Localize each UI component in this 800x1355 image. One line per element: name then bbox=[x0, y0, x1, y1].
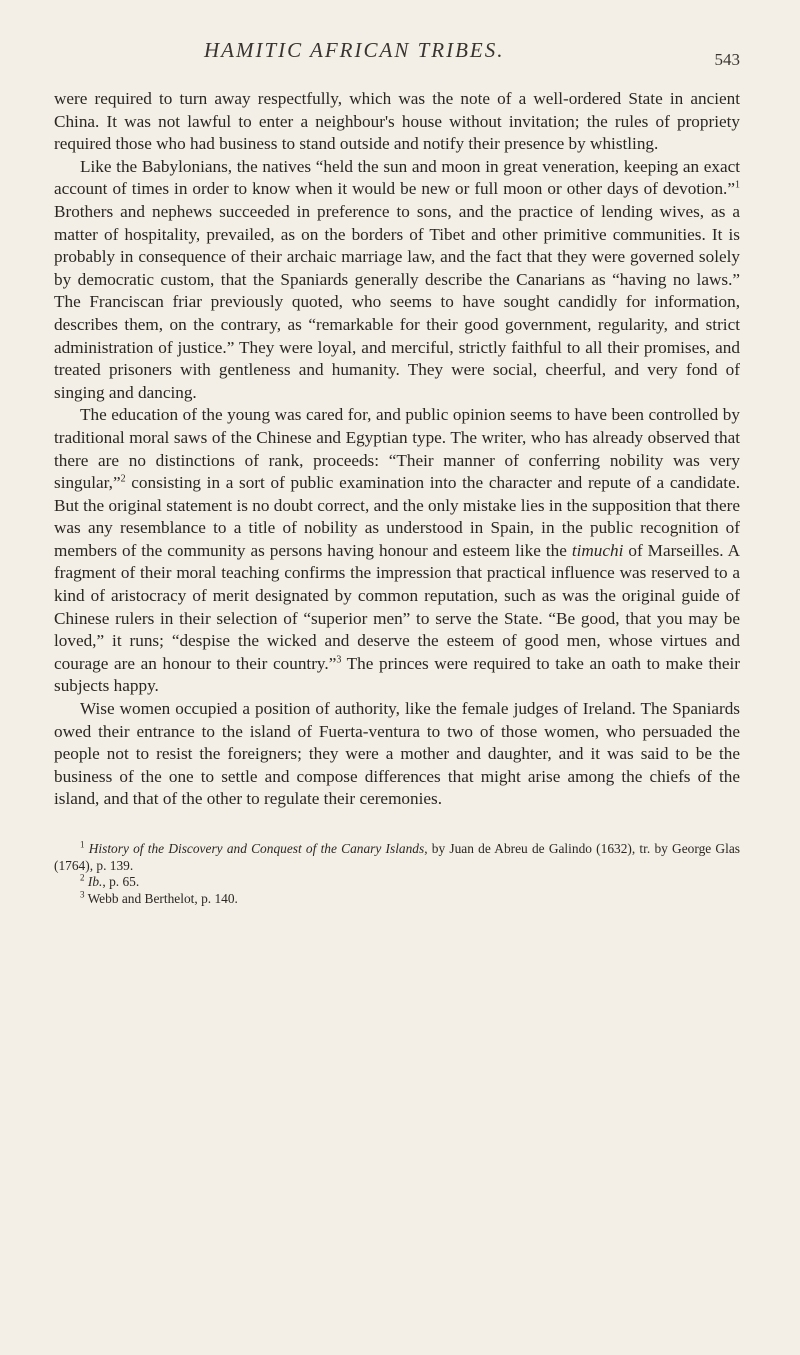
paragraph-1-text: were required to turn away respectfully, which was the note of a well-ordered State in ancient China. It was not lawful to enter a neighbour's house without invitation; the rules of propriety required those who had business to stand outside and notify their presence by whistling. bbox=[54, 89, 740, 154]
paragraph-2-text-a: Like the Babylonians, the natives “held the sun and moon in great veneration, keeping an exact account of times in order to know when it would be new or full moon or other days of devotion.” bbox=[54, 156, 740, 199]
footnote-1-title: History of the Discovery and Conquest of the Canary Islands bbox=[88, 841, 425, 856]
paragraph-3-text-d: The princes were required to take an oath to make their subjects happy. bbox=[54, 653, 740, 696]
paragraph-2-text-b: Brothers and nephews succeeded in preference to sons, and the practice of lending wives, as a matter of hospitality, prevailed, as on the borders of Tibet and other primitive communities. It is probably in consequence of their archaic marriage law, and the fact that they were governed solely by democratic custom, that the Spaniards generally describe the Canarians as “having no laws.” The Franciscan friar previously quoted, who seems to have sought candidly for information, describes them, on the contrary, as “remarkable for their good government, regularity, and strict administration of justice.” They were loyal, and merciful, strictly faithful to all their promises, and treated prisoners with gentleness and humanity. They were social, cheerful, and very fond of singing and dancing. bbox=[54, 201, 740, 402]
footnote-3 bbox=[54, 891, 740, 908]
paragraph-4-text: Wise women occupied a position of authority, like the female judges of Ireland. The Spaniards owed their entrance to the island of Fuerta-ventura to two of those women, who persuaded the people not to resist the foreigners; they were a mother and daughter, and it was said to be the business of the one to settle and compose differences that might arise among the chiefs of the island, and that of the other to regulate their ceremonies. bbox=[54, 699, 740, 809]
body-text bbox=[54, 88, 740, 811]
paragraph-4 bbox=[54, 698, 740, 811]
footnotes bbox=[54, 841, 740, 907]
paragraph-3-text-a: The education of the young was cared for, and public opinion seems to have been controlled by traditional moral saws of the Chinese and Egyptian type. The writer, who has already observed that there are no distinctions of rank, proceeds: “Their manner of conferring nobility was very singular,” bbox=[54, 405, 740, 493]
footnote-3-mark: 3 bbox=[80, 889, 85, 900]
footnote-1-mark: 1 bbox=[80, 839, 85, 850]
footnote-ref-1: 1 bbox=[735, 179, 740, 191]
footnote-2-text: , p. 65. bbox=[102, 874, 140, 889]
running-head: HAMITIC AFRICAN TRIBES. bbox=[204, 38, 505, 62]
footnote-ref-3: 3 bbox=[336, 654, 342, 666]
paragraph-1 bbox=[54, 88, 740, 156]
page-header bbox=[54, 38, 740, 80]
paragraph-3 bbox=[54, 404, 740, 698]
paragraph-3-italic-term: timuchi bbox=[571, 540, 624, 560]
footnote-1-text: , by Juan de Abreu de Galindo (1632), tr. by George Glas (1764), p. 139. bbox=[54, 841, 740, 873]
paragraph-3-text-c: of Marseilles. A fragment of their moral teaching confirms the impression that practical influence was reserved to a kind of aristocracy of merit designated by common reputation, such as was the original guide of Chinese rulers in their selection of “superior men” to serve the State. “Be good, that you may be loved,” it runs; “despise the wicked and deserve the esteem of good men, whose virtues and courage are an honour to their country.” bbox=[54, 540, 740, 673]
page-number: 543 bbox=[714, 50, 740, 69]
footnote-1 bbox=[54, 841, 740, 874]
paragraph-2 bbox=[54, 156, 740, 405]
footnote-ref-2: 2 bbox=[120, 473, 126, 485]
paragraph-3-text-b: consisting in a sort of public examination into the character and repute of a candidate. But the original statement is no doubt correct, and the only mistake lies in the supposition that there was any resemblance to a title of nobility as understood in Spain, in the public recognition of members of the community as persons having honour and esteem like the bbox=[54, 473, 740, 560]
footnote-2 bbox=[54, 874, 740, 891]
footnote-2-mark: 2 bbox=[80, 872, 85, 883]
footnote-3-text: Webb and Berthelot, p. 140. bbox=[87, 890, 238, 906]
footnote-2-title: Ib. bbox=[87, 874, 103, 889]
